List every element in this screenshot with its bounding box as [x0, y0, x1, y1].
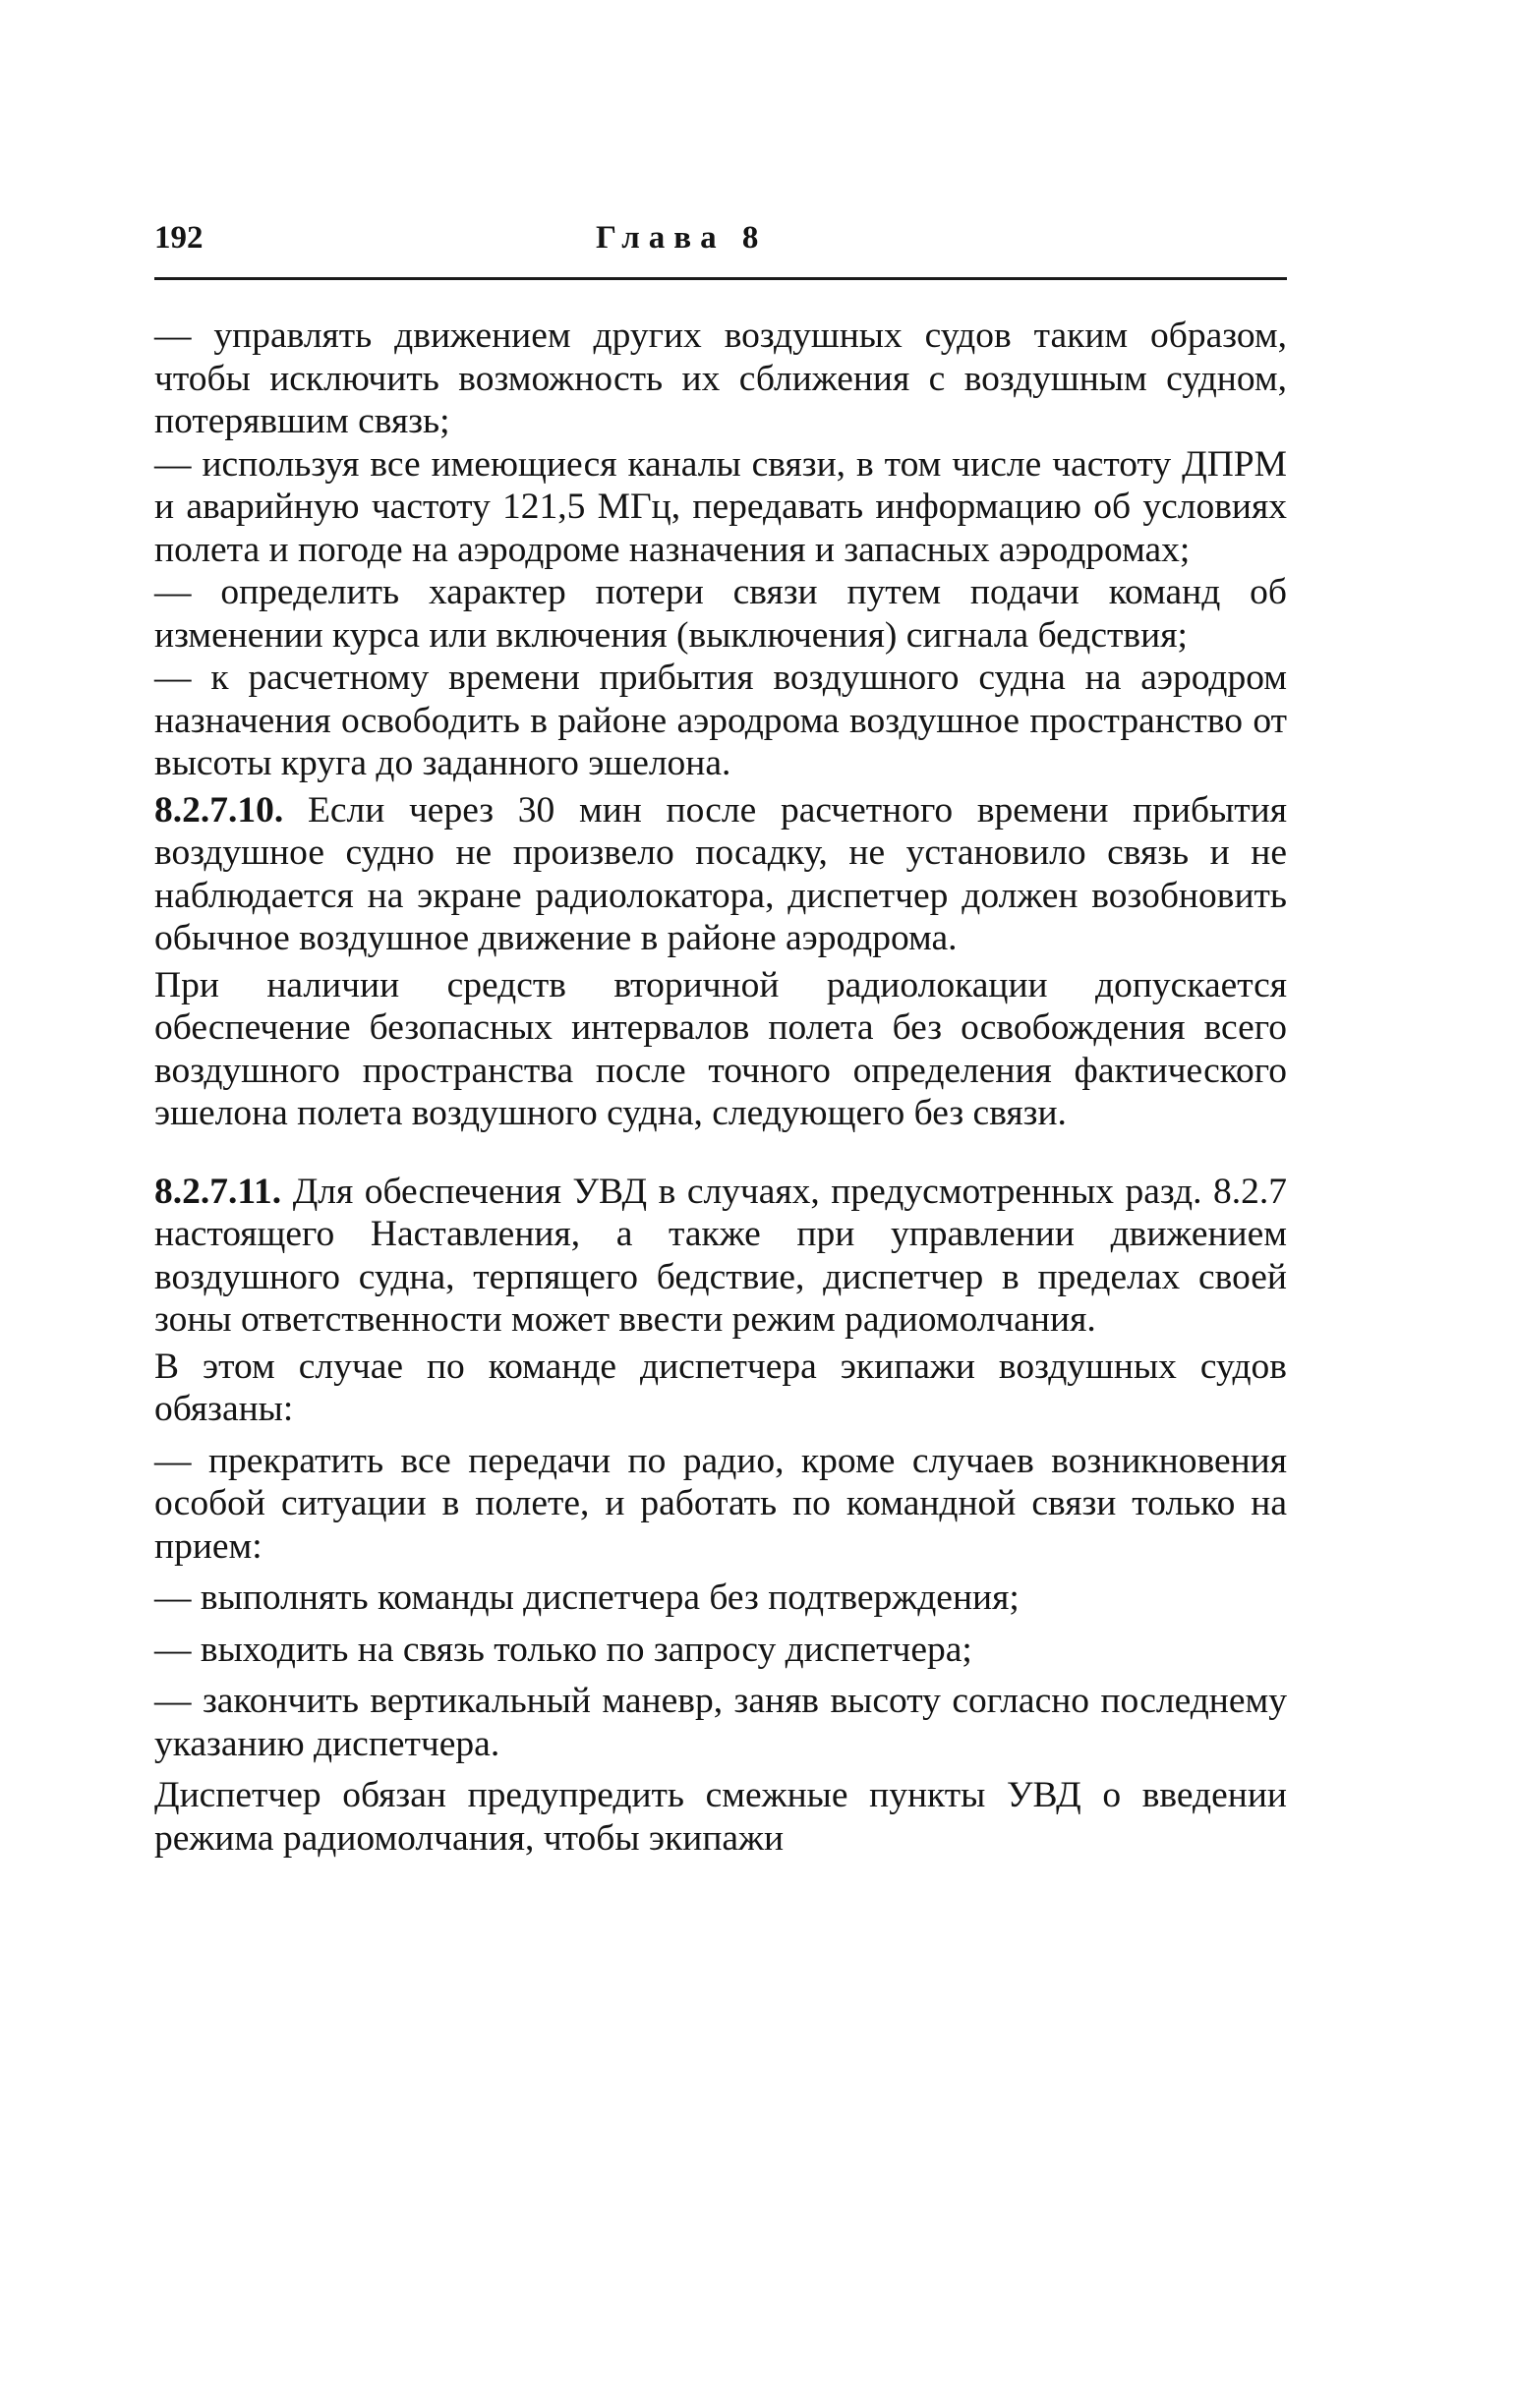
paragraph-crew-obligations: В этом случае по команде диспетчера экипажи воздушных судов обязаны:: [154, 1346, 1287, 1429]
paragraph-8-2-7-10: 8.2.7.10. Если через 30 мин после расчетного времени прибытия воздушное судно не произвело посадку, не установило связь и не наблюдается на экране радиолокатора, диспетчер должен возобновить обычное воздушное движение в районе аэродрома.: [154, 789, 1287, 958]
paragraph-secondary-radar: При наличии средств вторичной радиолокации допускается обеспечение безопасных интервалов полета без освобождения всего воздушного пространства после точного определения фактического эшелона полета воздушного судна, следующего без связи.: [154, 964, 1287, 1133]
paragraph-dash-4: — к расчетному времени прибытия воздушного судна на аэродром назначения освободить в районе аэродрома воздушное пространство от высоты круга до заданного эшелона.: [154, 658, 1287, 783]
paragraph-final: Диспетчер обязан предупредить смежные пункты УВД о введении режима радиомолчания, чтобы экипажи: [154, 1775, 1287, 1859]
text-body: [154, 315, 1287, 1860]
section-number: 8.2.7.11.: [154, 1171, 282, 1212]
paragraph-dash-5: — прекратить все передачи по радио, кроме случаев возникновения особой ситуации в полете, и работать по командной связи только на прием:: [154, 1440, 1287, 1567]
paragraph-dash-8: — закончить вертикальный маневр, заняв высоту согласно последнему указанию диспетчера.: [154, 1681, 1287, 1764]
paragraph-dash-7: — выходить на связь только по запросу диспетчера;: [154, 1629, 972, 1670]
paragraph-8-2-7-11: 8.2.7.11. Для обеспечения УВД в случаях, предусмотренных разд. 8.2.7 настоящего Наставления, а также при управлении движением воздушного судна, терпящего бедствие, диспетчер в пределах своей зоны ответственности может ввести режим радиомолчания.: [154, 1171, 1287, 1340]
page-header: [154, 216, 1287, 280]
paragraph-dash-1: — управлять движением других воздушных судов таким образом, чтобы исключить возможность их сближения с воздушным судном, потерявшим связь;: [154, 315, 1287, 441]
paragraph-dash-2: — используя все имеющиеся каналы связи, в том числе частоту ДПРМ и аварийную частоту 121,5 МГц, передавать информацию об условиях полета и погоде на аэродроме назначения и запасных аэродромах;: [154, 443, 1287, 570]
paragraph-dash-3: — определить характер потери связи путем подачи команд об изменении курса или включения (выключения) сигнала бедствия;: [154, 572, 1287, 656]
page-number: 192: [154, 220, 204, 256]
paragraph-dash-6: — выполнять команды диспетчера без подтверждения;: [154, 1577, 1020, 1618]
chapter-title: Глава 8: [596, 220, 768, 256]
section-number: 8.2.7.10.: [154, 789, 284, 831]
